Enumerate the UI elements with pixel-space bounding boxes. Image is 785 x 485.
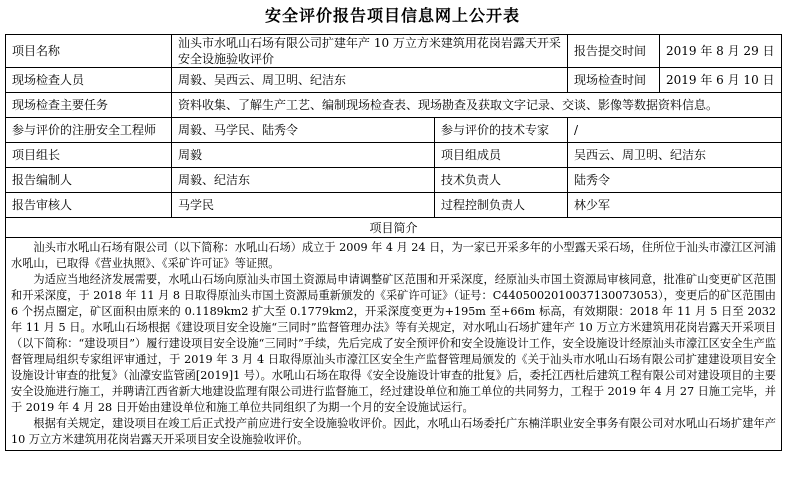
table-row xyxy=(6,35,782,68)
table-row xyxy=(6,168,782,193)
tech-lead-label: 技术负责人 xyxy=(435,168,568,193)
compiler-label: 报告编制人 xyxy=(6,168,172,193)
experts-label: 参与评价的技术专家 xyxy=(435,118,568,143)
engineers-value: 周毅、马学民、陆秀令 xyxy=(172,118,435,143)
intro-paragraph: 汕头市水吼山石场有限公司（以下简称：水吼山石场）成立于 2009 年 4 月 24 日，为一家已开采多年的小型露天采石场，住所位于汕头市濠江区河浦水吼山，已取得《营业执照》、《采矿许可证》等证照。 xyxy=(11,241,776,270)
inspectors-value: 周毅、吴西云、周卫明、纪洁东 xyxy=(172,68,568,93)
intro-paragraph: 为适应当地经济发展需要，水吼山石场向原汕头市国土资源局申请调整矿区范围和开采深度，经原汕头市国土资源局审核同意，批准矿山变更矿区范围和开采深度，于 2018 年 11 月 8 日取得原汕头市国土资源局重新颁发的《采矿许可证》（证号：C4405002010037130073053），变更后的矿区范围由 6 个拐点圈定，矿区面积由原来的 0.1189km2 扩大至 0.1779km2，开采深度变更为+195m 至+66m 标高，有效期限：2018 年 11 月 5 日至 2032 年 11 月 5 日。水吼山石场根据《建设项目安全设施“三同时”监督管理办法》等有关规定，对水吼山石场扩建年产 10 万立方米建筑用花岗岩露天开采项目（以下简称：“建设项目”）履行建设项目安全设施“三同时”手续，先后完成了安全预评价和安全设施设计工作，安全设施设计经原汕头市濠江区安全生产监督管理局组织专家组评审通过，于 2019 年 3 月 4 日取得原汕头市濠江区安全生产监督管理局颁发的《关于汕头市水吼山石场有限公司扩建建设项目安全设施设计审查的批复》（汕濠安监管函[2019]1 号）。水吼山石场在取得《安全设施设计审查的批复》后，委托江西杜后建筑工程有限公司对建设项目的主要安全设施进行施工，并聘请江西省新大地建设监理有限公司进行监督施工，经过建设单位和施工单位的共同努力，工程于 2019 年 4 月 27 日施工完毕，并于 2019 年 4 月 28 日开始由建设单位和施工单位共同组织了为期一个月的安全设施试运行。 xyxy=(11,273,776,414)
leader-label: 项目组长 xyxy=(6,143,172,168)
table-row xyxy=(6,238,782,451)
submit-date-value: 2019 年 8 月 29 日 xyxy=(660,35,782,68)
project-name-label: 项目名称 xyxy=(6,35,172,68)
table-row xyxy=(6,68,782,93)
table-row xyxy=(6,93,782,118)
reviewer-value: 马学民 xyxy=(172,193,435,218)
intro-header: 项目简介 xyxy=(6,218,782,238)
tasks-value: 资料收集、了解生产工艺、编制现场检查表、现场勘查及获取文字记录、交谈、影像等数据资料信息。 xyxy=(172,93,782,118)
process-lead-value: 林少军 xyxy=(568,193,782,218)
page-title: 安全评价报告项目信息网上公开表 xyxy=(264,6,520,25)
inspect-date-value: 2019 年 6 月 10 日 xyxy=(660,68,782,93)
tasks-label: 现场检查主要任务 xyxy=(6,93,172,118)
tech-lead-value: 陆秀令 xyxy=(568,168,782,193)
info-table xyxy=(5,34,782,451)
experts-value: / xyxy=(568,118,782,143)
inspect-date-label: 现场检查时间 xyxy=(568,68,660,93)
leader-value: 周毅 xyxy=(172,143,435,168)
engineers-label: 参与评价的注册安全工程师 xyxy=(6,118,172,143)
members-value: 吴西云、周卫明、纪洁东 xyxy=(568,143,782,168)
table-row xyxy=(6,193,782,218)
compiler-value: 周毅、纪洁东 xyxy=(172,168,435,193)
table-row xyxy=(6,118,782,143)
intro-body xyxy=(6,238,782,451)
table-row xyxy=(6,143,782,168)
project-name-value: 汕头市水吼山石场有限公司扩建年产 10 万立方米建筑用花岗岩露天开采安全设施验收评价 xyxy=(172,35,568,68)
submit-date-label: 报告提交时间 xyxy=(568,35,660,68)
intro-paragraph: 根据有关规定，建设项目在竣工后正式投产前应进行安全设施验收评价。因此，水吼山石场委托广东楠洋职业安全事务有限公司对水吼山石场扩建年产 10 万立方米建筑用花岗岩露天开采项目安全设施验收评价。 xyxy=(11,417,776,446)
process-lead-label: 过程控制负责人 xyxy=(435,193,568,218)
reviewer-label: 报告审核人 xyxy=(6,193,172,218)
members-label: 项目组成员 xyxy=(435,143,568,168)
inspectors-label: 现场检查人员 xyxy=(6,68,172,93)
table-row xyxy=(6,218,782,238)
